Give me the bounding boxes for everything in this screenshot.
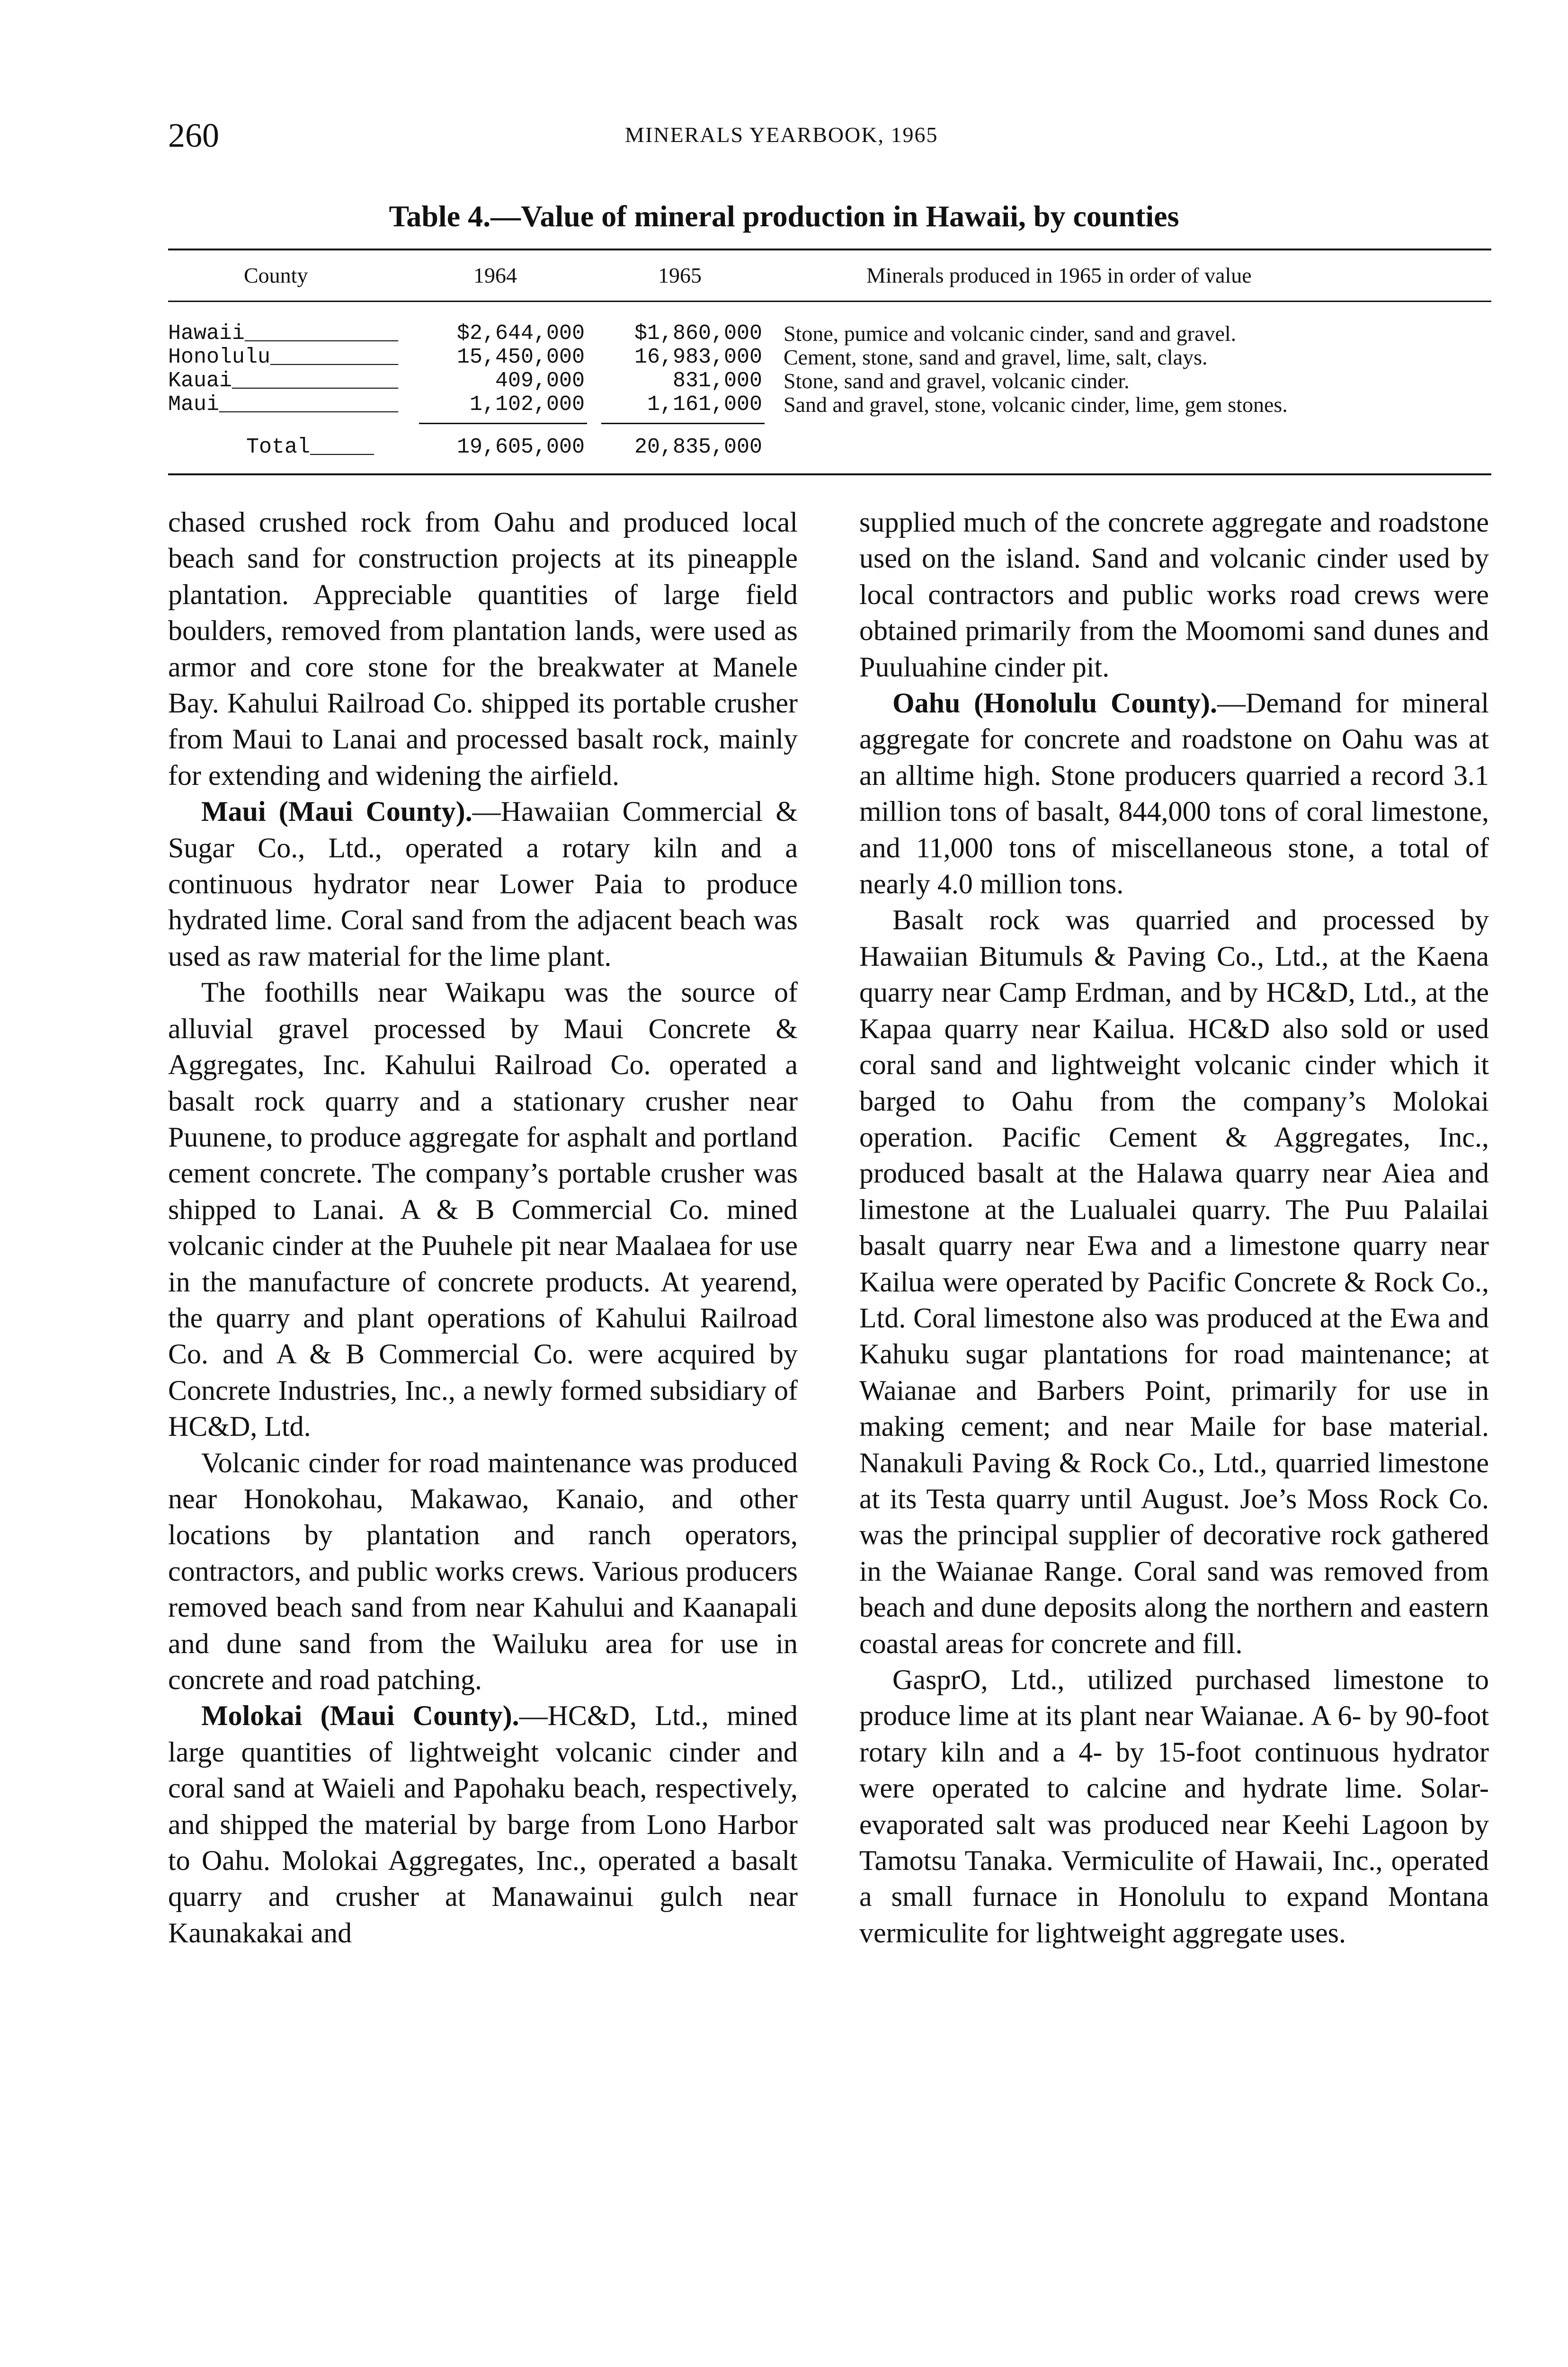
paragraph: supplied much of the concrete aggregate and roadstone used on the island. Sand and volcanic cinder used by local contractors and public works road crews were obtained primarily from the Moomomi sand dunes and Puuluahine cinder pit.: [859, 507, 1489, 683]
page-number: 260: [168, 116, 219, 154]
paragraph: chased crushed rock from Oahu and produced local beach sand for construction projects at its pineapple plantation. Appreciable quantities of large field boulders, removed from plantation lands, were used as armor and core stone for the breakwater at Manele Bay. Kahului Railroad Co. shipped its portable crusher from Maui to Lanai and processed basalt rock, mainly for extending and widening the airfield.: [168, 507, 798, 791]
table-title: Table 4.—Value of mineral production in Hawaii, by counties: [389, 199, 1179, 233]
total-rule-1965: [601, 423, 765, 424]
table-row-minerals: Sand and gravel, stone, volcanic cinder, lime, gem stones.: [784, 392, 1288, 417]
table-row-value-1964: 15,450,000: [456, 345, 585, 369]
table-row-value-1965: 16,983,000: [634, 345, 762, 369]
paragraph: Volcanic cinder for road maintenance was produced near Honokohau, Makawao, Kanaio, and other locations by plantation and ranch operators, contractors, and public works crews. Various producers removed beach sand from near Kahului and Kaanapali and dune sand from the Wailuku area for use in concrete and road patching.: [168, 1447, 798, 1695]
left-column: [168, 504, 798, 1951]
table-row-county: Kauai_____________: [168, 369, 399, 393]
table-row-county: Honolulu__________: [168, 345, 399, 369]
running-head: MINERALS YEARBOOK, 1965: [625, 123, 938, 147]
column-header-1965: 1965: [658, 263, 702, 287]
table-total-label: Total_____: [246, 435, 374, 459]
table-row-value-1964: 409,000: [495, 369, 585, 393]
table-row-minerals: Stone, pumice and volcanic cinder, sand and gravel.: [784, 321, 1237, 346]
table-row-value-1965: 831,000: [672, 369, 762, 393]
table-top-rule: [168, 249, 1491, 250]
table-row-minerals: Cement, stone, sand and gravel, lime, salt, clays.: [784, 345, 1208, 369]
column-header-1964: 1964: [473, 263, 517, 287]
table-header-rule: [168, 301, 1491, 302]
section-heading-maui: Maui (Maui County).: [201, 796, 472, 828]
right-column: [859, 504, 1489, 1951]
paragraph: GasprO, Ltd., utilized purchased limestone to produce lime at its plant near Waianae. A 6- by 90-foot rotary kiln and a 4- by 15-foot continuous hydrator were operated to calcine and hydrate lime. Solar-evaporated salt was produced near Keehi Lagoon by Tamotsu Tanaka. Vermiculite of Hawaii, Inc., operated a small furnace in Honolulu to expand Montana vermiculite for lightweight aggregate uses.: [859, 1664, 1489, 1949]
column-header-minerals: Minerals produced in 1965 in order of value: [866, 263, 1252, 287]
table-row-value-1965: 1,161,000: [647, 392, 762, 417]
table-row-value-1964: $2,644,000: [456, 321, 585, 346]
table-row-value-1964: 1,102,000: [469, 392, 585, 417]
paragraph-molokai: [168, 1698, 798, 1951]
paragraph: Basalt rock was quarried and processed by Hawaiian Bitumuls & Paving Co., Ltd., at the Kaena quarry near Camp Erdman, and by HC&D, Ltd., at the Kapaa quarry near Kailua. HC&D also sold or used coral sand and lightweight volcanic cinder which it barged to Oahu from the company’s Molokai operation. Pacific Cement & Aggregates, Inc., produced basalt at the Halawa quarry near Aiea and limestone at the Lualualei quarry. The Puu Palailai basalt quarry near Ewa and a limestone quarry near Kailua were operated by Pacific Concrete & Rock Co., Ltd. Coral limestone also was produced at the Ewa and Kahuku sugar plantations for road maintenance; at Waianae and Barbers Point, primarily for use in making cement; and near Maile for base material. Nanakuli Paving & Rock Co., Ltd., quarried limestone at its Testa quarry until August. Joe’s Moss Rock Co. was the principal supplier of decorative rock gathered in the Waianae Range. Coral sand was removed from beach and dune deposits along the northern and eastern coastal areas for concrete and fill.: [859, 904, 1489, 1659]
table-total-1965: 20,835,000: [634, 435, 762, 459]
table-row-county: Hawaii____________: [168, 321, 399, 346]
table-bottom-rule: [168, 473, 1491, 475]
paragraph-maui: [168, 793, 798, 974]
paragraph-text: —Hawaiian Commercial & Sugar Co., Ltd., operated a rotary kiln and a continuous hydrator near Lower Paia to produce hydrated lime. Coral sand from the adjacent beach was used as raw material for the lime plant.: [168, 796, 798, 972]
column-header-county: County: [244, 263, 308, 287]
paragraph-text: —HC&D, Ltd., mined large quantities of lightweight volcanic cinder and coral sand at Waieli and Papohaku beach, respectively, and shipped the material by barge from Lono Harbor to Oahu. Molokai Aggregates, Inc., operated a basalt quarry and crusher at Manawainui gulch near Kaunakakai and: [168, 1700, 798, 1949]
paragraph-oahu: [859, 685, 1489, 902]
paragraph-text: —Demand for mineral aggregate for concrete and roadstone on Oahu was at an alltime high. Stone producers quarried a record 3.1 million tons of basalt, 844,000 tons of coral limestone, and 11,000 tons of miscellaneous stone, a total of nearly 4.0 million tons.: [859, 687, 1489, 900]
paragraph: The foothills near Waikapu was the source of alluvial gravel processed by Maui Concrete & Aggregates, Inc. Kahului Railroad Co. operated a basalt rock quarry and a stationary crusher near Puunene, to produce aggregate for asphalt and portland cement concrete. The company’s portable crusher was shipped to Lanai. A & B Commercial Co. mined volcanic cinder at the Puuhele pit near Maalaea for use in the manufacture of concrete products. At yearend, the quarry and plant operations of Kahului Railroad Co. and A & B Commercial Co. were acquired by Concrete Industries, Inc., a newly formed subsidiary of HC&D, Ltd.: [168, 977, 798, 1442]
table-total-1964: 19,605,000: [456, 435, 585, 459]
total-rule-1964: [419, 423, 587, 424]
table-row-county: Maui______________: [168, 392, 399, 417]
section-heading-oahu: Oahu (Honolulu County).: [892, 687, 1218, 719]
table-row-value-1965: $1,860,000: [634, 321, 762, 346]
section-heading-molokai: Molokai (Maui County).: [201, 1700, 519, 1732]
table-row-minerals: Stone, sand and gravel, volcanic cinder.: [784, 369, 1130, 393]
